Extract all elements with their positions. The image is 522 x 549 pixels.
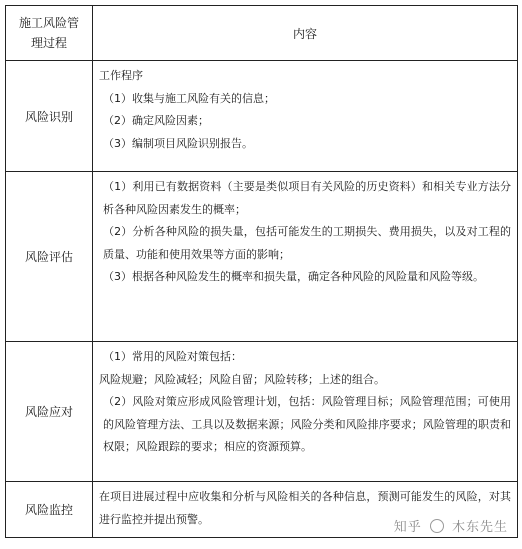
stage-monitoring: 风险监控: [6, 482, 93, 538]
content-line: （1）收集与施工风险有关的信息；: [103, 91, 275, 105]
stage-response: 风险应对: [6, 342, 93, 482]
stage-identification: 风险识别: [6, 61, 93, 172]
table-row: [6, 342, 518, 482]
content-assessment: [93, 172, 518, 342]
content-line: （2）分析各种风险的损失量，包括可能发生的工期损失、费用损失，以及对工程的质量、功能和使用效果等方面的影响；: [103, 225, 511, 261]
header-content: 内容: [93, 6, 518, 61]
content-line: （2）风险对策应形成风险管理计划，包括：风险管理目标；风险管理范围；可使用的风险管理方法、工具以及数据来源；风险分类和风险排序要求；风险管理的职责和权限；风险跟踪的要求；相应的资源预算。: [103, 395, 511, 453]
content-line: （1）常用的风险对策包括：: [103, 350, 242, 363]
content-response: [93, 342, 518, 482]
table-row: [6, 61, 518, 172]
content-identification: [93, 61, 518, 172]
content-line: （3）根据各种风险发生的概率和损失量，确定各种风险的风险量和风险等级。: [103, 270, 484, 283]
stage-assessment: 风险评估: [6, 172, 93, 342]
content-line: （2）确定风险因素；: [103, 114, 209, 127]
watermark-site: 知乎: [393, 520, 422, 535]
risk-management-table: [5, 5, 518, 538]
zhihu-watermark: [394, 516, 508, 535]
content-line: 在项目进展过程中应收集和分析与风险相关的各种信息，预测可能发生的风险，对其进行监控并提出预警。: [99, 490, 511, 526]
watermark-author: 木东先生: [451, 520, 508, 535]
content-line: （1）利用已有数据资料（主要是类似项目有关风险的历史资料）和相关专业方法分析各种风险因素发生的概率；: [103, 180, 511, 216]
header-process-line2: 理过程: [30, 36, 67, 50]
header-process-line1: 施工风险管: [18, 16, 79, 30]
content-line: （3）编制项目风险识别报告。: [103, 136, 253, 150]
table-header-row: [6, 6, 518, 61]
at-icon: [430, 519, 444, 533]
header-process: [6, 6, 93, 61]
content-line: 风险规避；风险减轻；风险自留；风险转移；上述的组合。: [99, 372, 385, 386]
content-line: 工作程序: [99, 69, 143, 82]
table-row: [6, 172, 518, 342]
